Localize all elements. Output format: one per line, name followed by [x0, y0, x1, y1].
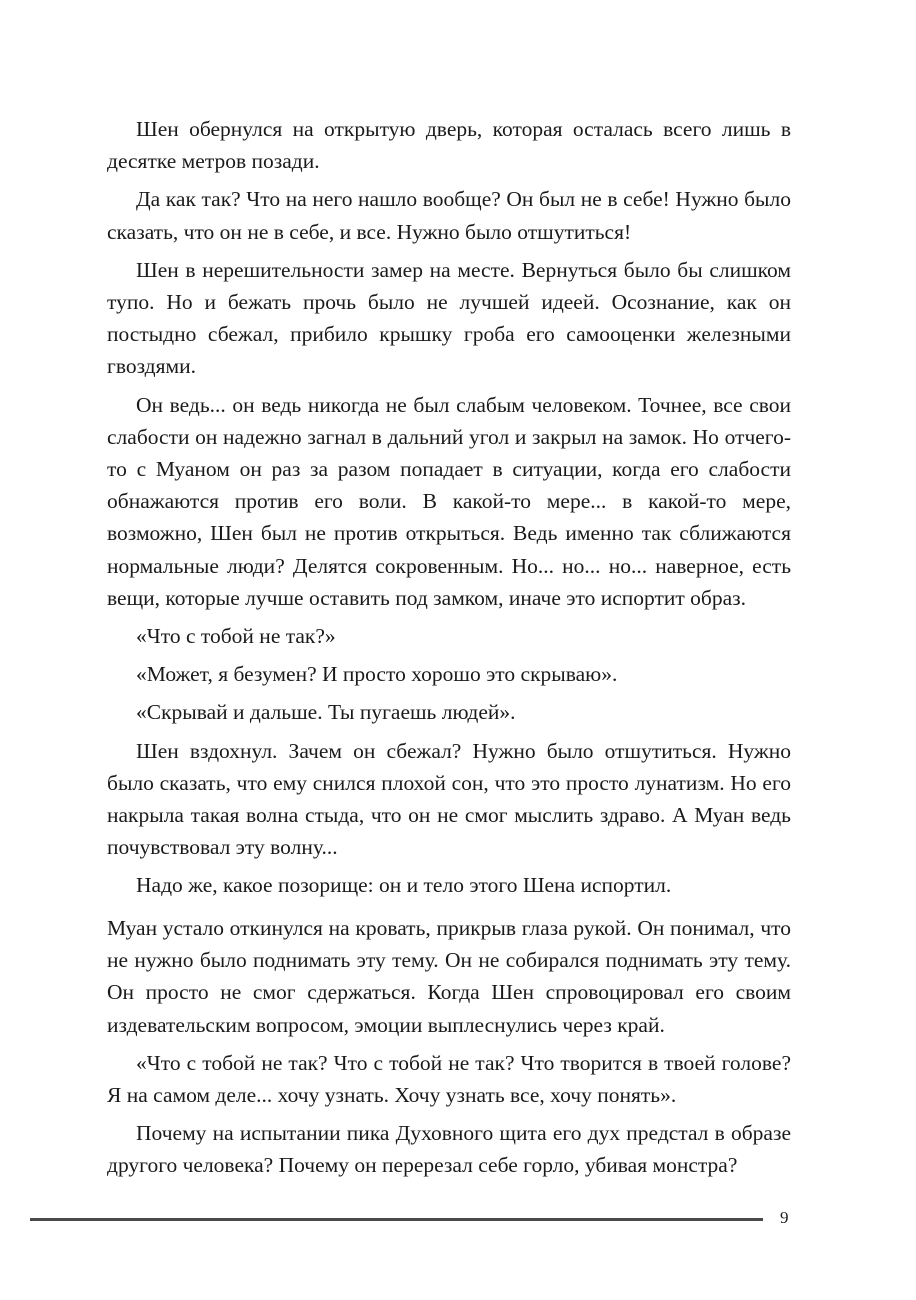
paragraph: «Что с тобой не так? Что с тобой не так? Что творится в твоей голове? Я на самом деле... хочу узнать. Хочу узнать все, хочу понять».	[107, 1050, 791, 1108]
paragraph: Муан устало откинулся на кровать, прикрыв глаза рукой. Он понимал, что не нужно было поднимать эту тему. Он не собирался поднимать эту тему. Он просто не смог сдержаться. Когда Шен спровоцировал его своим издевательским вопросом, эмоции выплеснулись через край.	[107, 916, 791, 1037]
paragraph: Надо же, какое позорище: он и тело этого Шена испортил.	[136, 873, 672, 898]
dialogue-line: «Скрывай и дальше. Ты пугаешь людей».	[136, 700, 516, 725]
footer-rule	[30, 1218, 763, 1221]
text-section-2	[107, 912, 791, 1182]
paragraph: Почему на испытании пика Духовного щита его дух предстал в образе другого человека? Почему он перерезал себе горло, убивая монстра?	[107, 1121, 791, 1178]
paragraph: Шен в нерешительности замер на месте. Вернуться было бы слишком тупо. Но и бежать прочь было не лучшей идеей. Осознание, как он постыдно сбежал, прибило крышку гроба его самооценки железными гвоздями.	[107, 257, 791, 379]
paragraph: Он ведь... он ведь никогда не был слабым человеком. Точнее, все свои слабости он надежно загнал в дальний угол и закрыл на замок. Но отчего-то с Муаном он раз за разом попадает в ситуации, когда его слабости обнажаются против его воли. В какой-то мере... в какой-то мере, возможно, Шен был не против открыться. Ведь именно так сближаются нормальные люди? Делятся сокровенным. Но... но... но... наверное, есть вещи, которые лучше оставить под замком, иначе это испортит образ.	[107, 392, 791, 610]
page-number: 9	[780, 1208, 789, 1227]
paragraph: Да как так? Что на него нашло вообще? Он был не в себе! Нужно было сказать, что он не в себе, и все. Нужно было отшутиться!	[107, 187, 791, 244]
paragraph: Шен обернулся на открытую дверь, которая осталась всего лишь в десятке метров позади.	[107, 117, 791, 174]
paragraph: Шен вздохнул. Зачем он сбежал? Нужно было отшутиться. Нужно было сказать, что ему снился плохой сон, что это просто лунатизм. Но его накрыла такая волна стыда, что он не смог мыслить здраво. А Муан ведь почувствовал эту волну...	[107, 738, 791, 860]
dialogue-line: «Может, я безумен? И просто хорошо это скрываю».	[136, 662, 618, 687]
dialogue-line: «Что с тобой не так?»	[136, 624, 336, 649]
text-section-1	[107, 107, 791, 902]
